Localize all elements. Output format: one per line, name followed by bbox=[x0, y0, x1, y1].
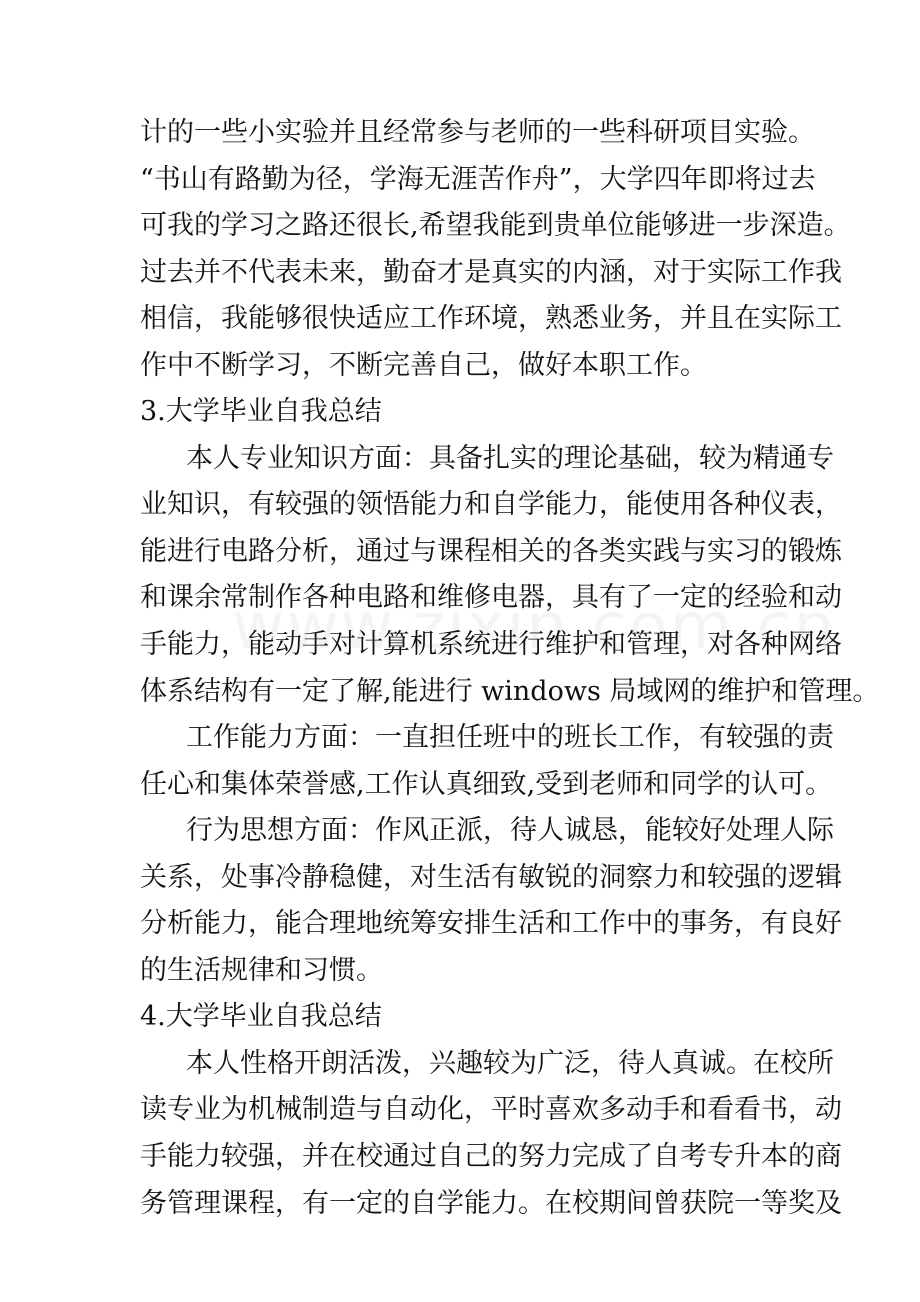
section-heading: 3.大学毕业自我总结 bbox=[140, 396, 382, 428]
text-line: 关系，处事冷静稳健，对生活有敏锐的洞察力和较强的逻辑 bbox=[140, 861, 842, 893]
text-line: 任心和集体荣誉感,工作认真细致,受到老师和同学的认可。 bbox=[140, 768, 833, 800]
text-line: 可我的学习之路还很长,希望我能到贵单位能够进一步深造。 bbox=[140, 210, 851, 242]
text-line: 作中不断学习，不断完善自己，做好本职工作。 bbox=[140, 349, 707, 381]
document-body bbox=[140, 110, 880, 1227]
text-line: 的生活规律和习惯。 bbox=[140, 954, 383, 986]
paragraph-first-line: 工作能力方面：一直担任班中的班长工作，有较强的责 bbox=[186, 722, 834, 754]
section-heading: 4.大学毕业自我总结 bbox=[140, 1001, 382, 1033]
text-line: 过去并不代表未来，勤奋才是真实的内涵，对于实际工作我 bbox=[140, 256, 842, 288]
text-line: 读专业为机械制造与自动化，平时喜欢多动手和看看书，动 bbox=[140, 1094, 842, 1126]
text-line: 和课余常制作各种电路和维修电器，具有了一定的经验和动 bbox=[140, 582, 842, 614]
text-line: 手能力，能动手对计算机系统进行维护和管理，对各种网络 bbox=[140, 629, 842, 661]
paragraph-first-line: 行为思想方面：作风正派，待人诚恳，能较好处理人际 bbox=[186, 815, 834, 847]
text-line: 体系结构有一定了解,能进行 windows 局域网的维护和管理。 bbox=[140, 675, 880, 707]
text-line: 能进行电路分析，通过与课程相关的各类实践与实习的锻炼 bbox=[140, 535, 842, 567]
text-line: 计的一些小实验并且经常参与老师的一些科研项目实验。 bbox=[140, 117, 815, 148]
paragraph-first-line: 本人专业知识方面：具备扎实的理论基础，较为精通专 bbox=[186, 442, 834, 474]
text-line: 务管理课程，有一定的自学能力。在校期间曾获院一等奖及 bbox=[140, 1187, 842, 1219]
text-line: 业知识，有较强的领悟能力和自学能力，能使用各种仪表， bbox=[140, 489, 842, 521]
text-line: “书山有路勤为径，学海无涯苦作舟”，大学四年即将过去 bbox=[140, 163, 816, 195]
text-line: 相信，我能够很快适应工作环境，熟悉业务，并且在实际工 bbox=[140, 303, 842, 335]
paragraph-first-line: 本人性格开朗活泼，兴趣较为广泛，待人真诚。在校所 bbox=[186, 1047, 834, 1079]
text-line: 分析能力，能合理地统筹安排生活和工作中的事务，有良好 bbox=[140, 908, 842, 940]
text-line: 手能力较强，并在校通过自己的努力完成了自考专升本的商 bbox=[140, 1141, 842, 1173]
